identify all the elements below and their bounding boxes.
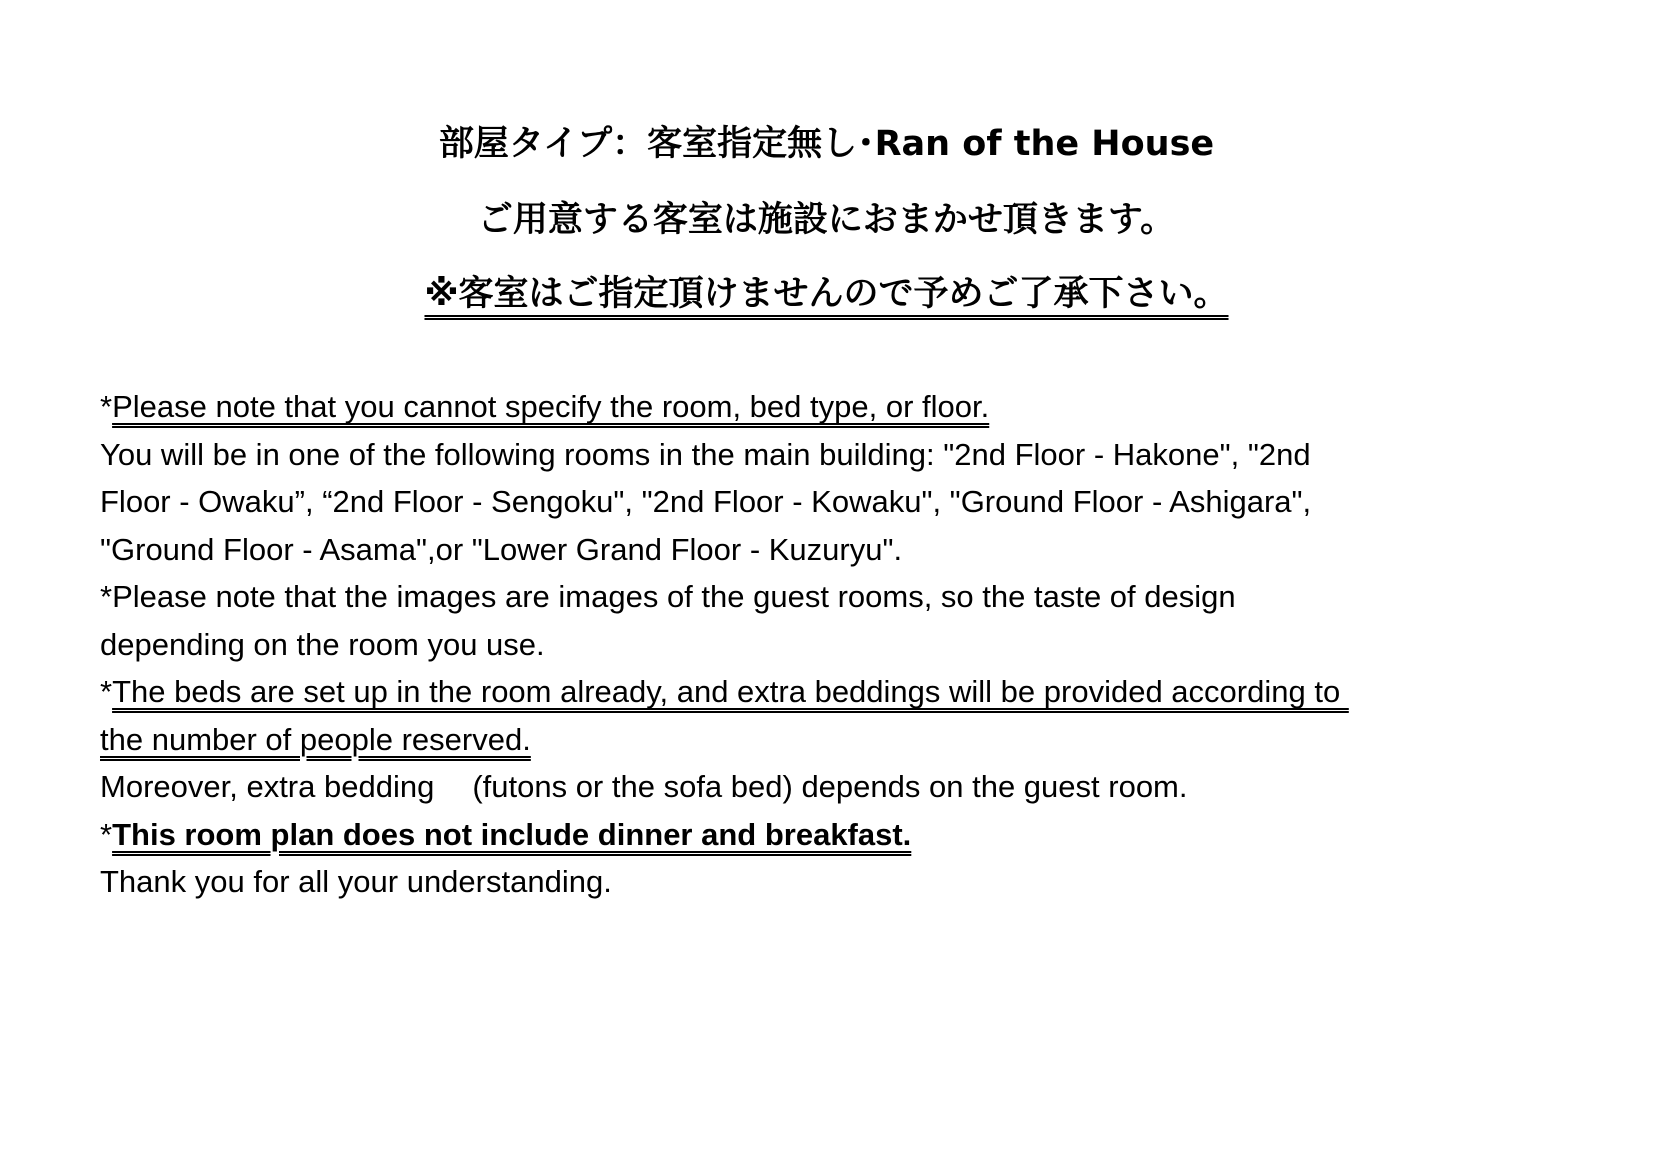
asterisk: * [100, 816, 113, 852]
beds-note-line-1 [100, 668, 1570, 716]
note-no-specify-text: Please note that you cannot specify the room, bed type, or floor. [112, 389, 990, 424]
rooms-list-line-1: You will be in one of the following rooms in the main building: "2nd Floor - Hakone", "2nd [100, 436, 1311, 472]
meals-note [100, 811, 1570, 859]
note-no-specify [100, 383, 1570, 431]
rooms-list-line-3: "Ground Floor - Asama",or "Lower Grand Floor - Kuzuryu". [100, 531, 903, 567]
room-no-specify-text: ※客室はご指定頂けませんので予めご了承下さい。 [424, 274, 1229, 314]
english-notes [100, 383, 1570, 906]
beds-note-text-1: The beds are set up in the room already, and extra beddings will be provided according to [112, 674, 1349, 709]
asterisk: * [100, 389, 113, 424]
images-note-line-2: depending on the room you use. [100, 626, 545, 662]
room-assignment-notice: ご用意する客室は施設におまかせ頂きます。 [477, 200, 1176, 240]
asterisk: * [100, 674, 113, 709]
extra-bedding-text-1: Moreover, extra bedding [100, 769, 435, 804]
beds-note-line-2 [100, 716, 1570, 764]
rooms-list-line-2: Floor - Owaku”, “2nd Floor - Sengoku", "2nd Floor - Kowaku", "Ground Floor - Ashigara", [100, 484, 1312, 519]
thanks-line: Thank you for all your understanding. [100, 864, 612, 899]
extra-bedding-text-2: (futons or the sofa bed) depends on the guest room. [472, 769, 1188, 804]
beds-note-text-2: the number of people reserved. [100, 721, 531, 757]
room-type-heading: 部屋タイプ：客室指定無し･Ran of the House [438, 124, 1215, 164]
extra-bedding-note [100, 763, 1570, 811]
images-note-line-1: *Please note that the images are images of the guest rooms, so the taste of design [100, 579, 1236, 614]
meals-note-text: This room plan does not include dinner and breakfast. [112, 816, 912, 852]
room-no-specify-notice [0, 266, 1653, 316]
